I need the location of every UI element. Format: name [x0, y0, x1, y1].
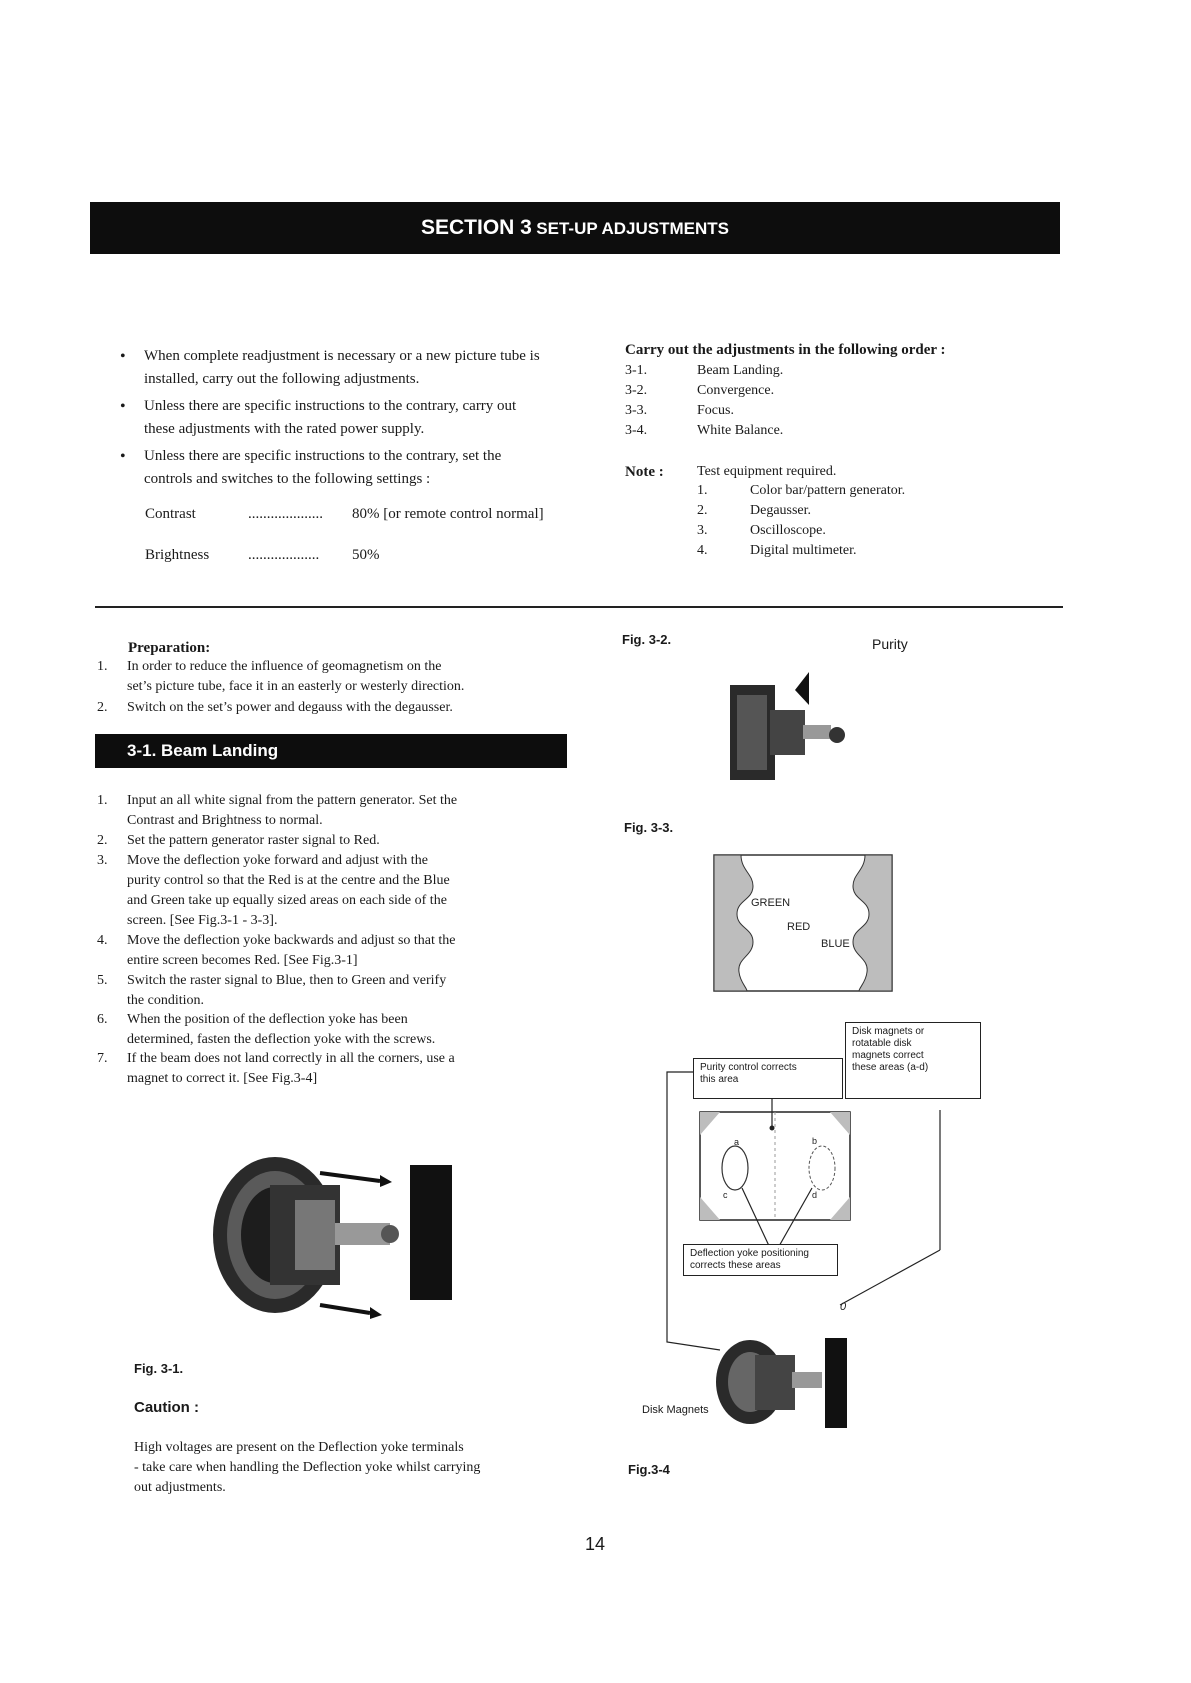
- fig-3-1-label: Fig. 3-1.: [134, 1361, 184, 1376]
- setting-row-contrast: [145, 504, 585, 526]
- preparation-title: Preparation:: [128, 640, 211, 656]
- green-zone-label: GREEN: [751, 897, 791, 909]
- fig-3-3-label: Fig. 3-3.: [624, 820, 674, 835]
- bullet-icon: •: [120, 448, 126, 465]
- divider: [95, 606, 1063, 608]
- bullet-icon: •: [120, 398, 126, 415]
- section-title: SET-UP ADJUSTMENTS: [536, 219, 729, 238]
- list-item: 3-1. Beam Landing.: [625, 363, 784, 378]
- setting-name: Brightness: [145, 547, 210, 563]
- caution-title: Caution :: [134, 1399, 199, 1416]
- corner-label-b: b: [812, 1136, 818, 1146]
- intro-bullet-list: [118, 345, 548, 495]
- list-item: 4. Digital multimeter.: [697, 543, 857, 558]
- corner-label-a: a: [734, 1137, 740, 1147]
- setting-value: 80% [or remote control normal]: [352, 506, 544, 522]
- red-zone-label: RED: [787, 921, 811, 933]
- list-item: 3-2. Convergence.: [625, 383, 775, 398]
- list-item: • Unless there are specific instructions to the contrary, carry out these adjustments with the rated power supply.: [118, 395, 548, 441]
- disk-magnets-label: Disk Magnets: [642, 1404, 709, 1416]
- purity-control-photo: [725, 670, 855, 790]
- order-title: Carry out the adjustments in the following order :: [625, 342, 946, 358]
- bullet-icon: •: [120, 348, 126, 365]
- corner-label-d: d: [812, 1190, 818, 1200]
- setting-row-brightness: [145, 545, 585, 567]
- note-label: Note :: [625, 464, 664, 480]
- purity-control-callout: Purity control corrects this area: [693, 1058, 843, 1099]
- purity-caption: Purity: [872, 636, 908, 652]
- list-item: • When complete readjustment is necessary or a new picture tube is installed, carry out the following adjustments.: [118, 345, 548, 391]
- setting-value: 50%: [352, 547, 380, 563]
- deflection-yoke-photo: [200, 1145, 470, 1325]
- blue-zone-label: BLUE: [821, 938, 850, 950]
- fig-3-2-label: Fig. 3-2.: [622, 632, 672, 647]
- list-item: 2. Degausser.: [697, 503, 812, 518]
- fig-3-4-label: Fig.3-4: [628, 1462, 670, 1477]
- corner-label-c: c: [723, 1190, 728, 1200]
- note-heading: Test equipment required.: [697, 464, 837, 479]
- list-item: 3-3. Focus.: [625, 403, 734, 418]
- screen-color-zones-diagram: [713, 854, 893, 992]
- list-item: 3. Oscilloscope.: [697, 523, 826, 538]
- setting-dots: ...................: [248, 547, 320, 563]
- list-item: • Unless there are specific instructions to the contrary, set the controls and switches to the following settings :: [118, 445, 548, 491]
- beam-landing-banner: 3-1. Beam Landing: [95, 734, 567, 768]
- setting-dots: ....................: [248, 506, 323, 522]
- section-banner: [90, 202, 1060, 254]
- page-number: 14: [584, 1534, 606, 1554]
- setting-name: Contrast: [145, 506, 196, 522]
- list-item: 3-4. White Balance.: [625, 423, 784, 438]
- marker-label: 0: [840, 1301, 847, 1313]
- list-item: 1. Color bar/pattern generator.: [697, 483, 906, 498]
- deflection-yoke-callout: Deflection yoke positioning corrects these areas: [683, 1244, 838, 1276]
- disk-magnets-callout: Disk magnets or rotatable disk magnets correct these areas (a-d): [845, 1022, 981, 1099]
- section-number: SECTION 3: [420, 216, 532, 239]
- caution-text: High voltages are present on the Deflection yoke terminals - take care when handling the Deflection yoke whilst carrying out adjustments.: [134, 1440, 481, 1495]
